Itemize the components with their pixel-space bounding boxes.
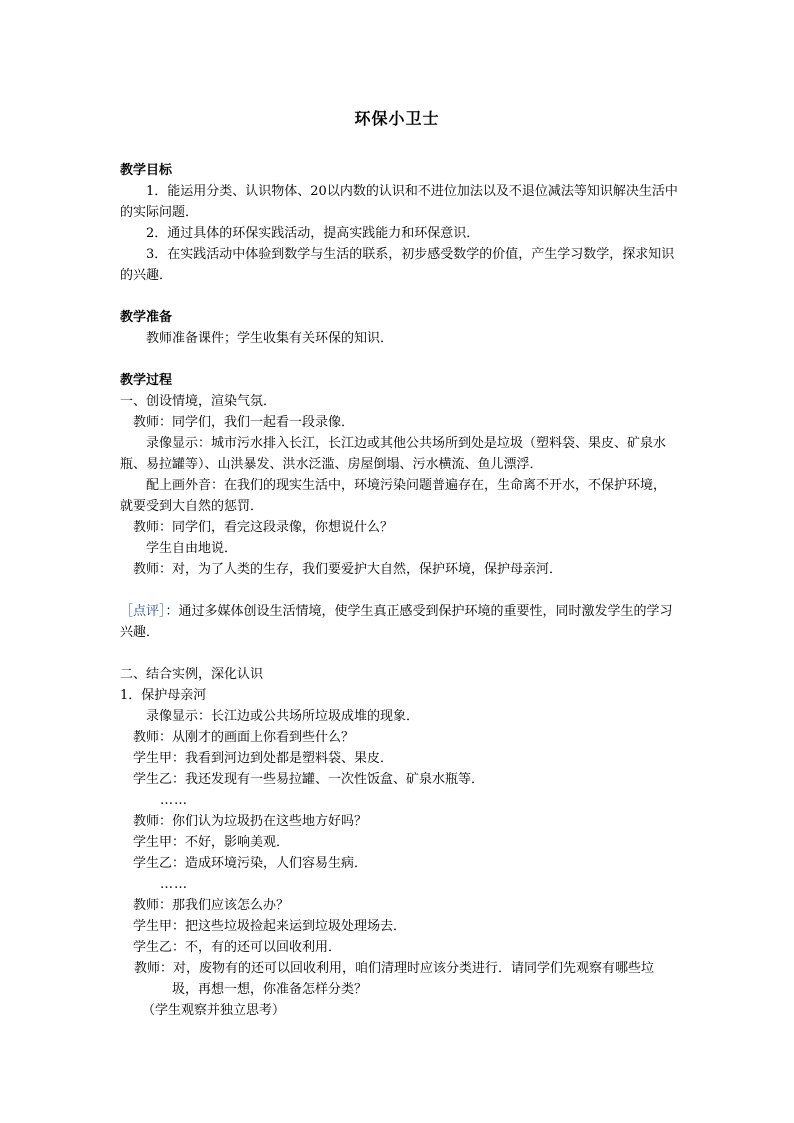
dialogue-line: 教师：你们认为垃圾扔在这些地方好吗？ xyxy=(133,814,368,829)
voiceover-text: 配上画外音：在我们的现实生活中，环境污染问题普遍存在，生命离不开水，不保护环境，就要受到大自然的惩罚． xyxy=(120,478,667,514)
goals-heading: 教学目标 xyxy=(120,163,173,178)
dialogue-line: 学生乙：造成环境污染，人们容易生病． xyxy=(133,856,368,871)
dialogue-line: 学生乙：不，有的还可以回收利用． xyxy=(133,940,342,955)
goal-item-3: 3．在实践活动中体验到数学与生活的联系，初步感受数学的价值，产生学习数学，探求知识的兴趣． xyxy=(120,247,675,283)
goal-item-1: 1．能运用分类、认识物体、20以内数的认识和不进位加法以及不退位减法等知识解决生活中的实际问题． xyxy=(120,184,678,220)
ellipsis: …… xyxy=(160,877,188,892)
dialogue-line: 学生乙：我还发现有一些易拉罐、一次性饭盒、矿泉水瓶等． xyxy=(133,772,485,787)
section2-subtitle: 1．保护母亲河 xyxy=(120,688,207,703)
dialogue-line: 教师：从刚才的画面上你看到些什么？ xyxy=(133,730,355,745)
dialogue-line: 学生甲：把这些垃圾捡起来运到垃圾处理场去． xyxy=(133,919,407,934)
ellipsis: …… xyxy=(160,793,188,808)
comment-tag: ［点评］ xyxy=(120,604,166,619)
prep-heading: 教学准备 xyxy=(120,310,173,325)
dialogue-line: 教师：同学们，我们一起看一段录像． xyxy=(133,415,355,430)
process-heading: 教学过程 xyxy=(120,373,173,388)
dialogue-line: 学生甲：不好，影响美观． xyxy=(133,835,290,850)
video-description: 录像显示：城市污水排入长江，长江边或其他公共场所到处是垃圾（塑料袋、果皮、矿泉水瓶、易拉罐等）、山洪暴发、洪水泛滥、房屋倒塌、污水横流、鱼儿漂浮． xyxy=(120,436,667,472)
section1-title: 一、创设情境，渲染气氛． xyxy=(120,394,277,409)
video-description: 录像显示：长江边或公共场所垃圾成堆的现象． xyxy=(146,709,420,724)
document-body xyxy=(120,160,678,1021)
dialogue-line: 教师：同学们，看完这段录像，你想说什么？ xyxy=(133,520,394,535)
section2-title: 二、结合实例，深化认识 xyxy=(120,667,264,682)
prep-text: 教师准备课件；学生收集有关环保的知识． xyxy=(146,331,394,346)
dialogue-line: 学生自由地说． xyxy=(146,541,238,556)
page-title: 环保小卫士 xyxy=(354,109,440,128)
comment-paragraph xyxy=(120,601,678,643)
dialogue-line: 教师：那我们应该怎么办？ xyxy=(133,898,290,913)
observation-note: （学生观察并独立思考） xyxy=(142,1003,286,1018)
dialogue-line: 教师：对，为了人类的生存，我们要爱护大自然，保护环境，保护母亲河． xyxy=(133,562,563,577)
dialogue-line: 教师：对，废物有的还可以回收利用，咱们清理时应该分类进行．请同学们先观察有哪些垃圾，再想一想，你准备怎样分类？ xyxy=(134,961,655,997)
comment-text: ：通过多媒体创设生活情境，使学生真正感受到保护环境的重要性，同时激发学生的学习兴趣． xyxy=(120,604,673,640)
goal-item-2: 2．通过具体的环保实践活动，提高实践能力和环保意识． xyxy=(146,226,480,241)
dialogue-line: 学生甲：我看到河边到处都是塑料袋、果皮． xyxy=(133,751,394,766)
